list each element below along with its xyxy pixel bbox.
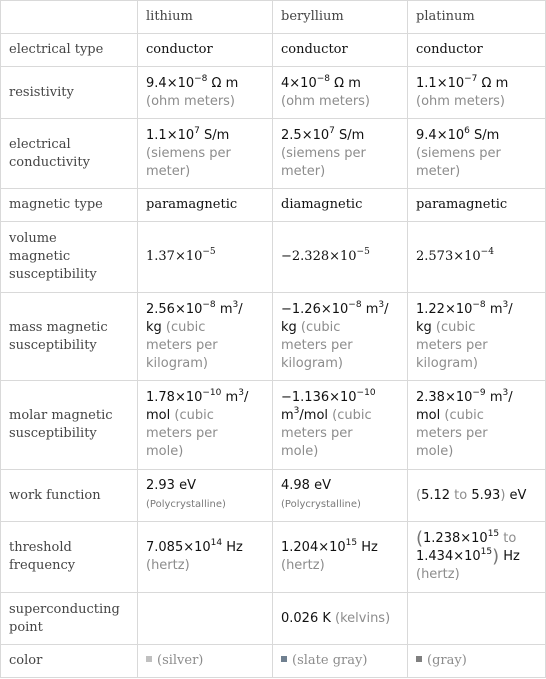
unit-name: (ohm meters) bbox=[416, 93, 506, 109]
value-cell: 0.026 K (kelvins) bbox=[273, 593, 408, 645]
value-cell: (slate gray) bbox=[273, 645, 408, 678]
row-superconducting-point bbox=[1, 593, 546, 645]
row-label: mass magnetic susceptibility bbox=[1, 293, 138, 381]
exponent: 7 bbox=[329, 125, 335, 136]
exponent: −7 bbox=[464, 73, 478, 84]
value-cell: $-1.136\times 10^{-10}$ $m^3$/mol (cubic meters per mole) bbox=[273, 381, 408, 470]
row-label: resistivity bbox=[1, 67, 138, 119]
row-electrical-conductivity bbox=[1, 119, 546, 189]
value-cell: $9.4\times 10^{-8}$ Ω m (ohm meters) bbox=[138, 67, 273, 119]
mantissa: 2.5 bbox=[281, 127, 302, 143]
row-electrical-type bbox=[1, 34, 546, 67]
value-cell: (5.12 to 5.93) eV bbox=[408, 470, 546, 522]
row-label: color bbox=[1, 645, 138, 678]
unit-name: (ohm meters) bbox=[281, 93, 371, 109]
row-label: volume magnetic susceptibility bbox=[1, 222, 138, 293]
column-header-lithium: lithium bbox=[138, 1, 273, 34]
value-cell: $-2.328\times 10^{-5}$ bbox=[273, 222, 408, 293]
unit-name: (siemens per bbox=[416, 145, 501, 161]
column-header-beryllium: beryllium bbox=[273, 1, 408, 34]
exponent: 6 bbox=[464, 125, 470, 136]
row-molar-magnetic-susceptibility bbox=[1, 381, 546, 470]
value-cell: $-1.26\times 10^{-8}$ $m^3/$ kg (cubic meters per kilogram) bbox=[273, 293, 408, 381]
value-cell: $7.085\times 10^{14}$ Hz (hertz) bbox=[138, 522, 273, 593]
row-label: molar magnetic susceptibility bbox=[1, 381, 138, 470]
unit: S/m bbox=[339, 127, 365, 143]
value-cell: conductor bbox=[138, 34, 273, 67]
row-color bbox=[1, 645, 546, 678]
unit: Ω m bbox=[481, 75, 509, 91]
value-cell: $2.573\times 10^{-4}$ bbox=[408, 222, 546, 293]
unit: S/m bbox=[474, 127, 500, 143]
row-label: magnetic type bbox=[1, 189, 138, 222]
exponent: −4 bbox=[480, 247, 494, 257]
row-mass-magnetic-susceptibility bbox=[1, 293, 546, 381]
row-volume-magnetic-susceptibility bbox=[1, 222, 546, 293]
value-cell: $1.1\times 10^7$ S/m (siemens per meter) bbox=[138, 119, 273, 189]
value-cell: $1.37\times 10^{-5}$ bbox=[138, 222, 273, 293]
row-label: electrical conductivity bbox=[1, 119, 138, 189]
exponent: −5 bbox=[356, 247, 370, 257]
row-magnetic-type bbox=[1, 189, 546, 222]
unit-name: (siemens per bbox=[146, 145, 231, 161]
unit: S/m bbox=[204, 127, 230, 143]
exponent: −8 bbox=[316, 73, 330, 84]
header-row bbox=[1, 1, 546, 34]
row-label: superconducting point bbox=[1, 593, 138, 645]
unit: Ω m bbox=[334, 75, 361, 91]
row-resistivity bbox=[1, 67, 546, 119]
row-work-function bbox=[1, 470, 546, 522]
value-cell: 2.93 eV (Polycrystalline) bbox=[138, 470, 273, 522]
unit: Ω m bbox=[211, 75, 239, 91]
value-cell: conductor bbox=[408, 34, 546, 67]
value-cell: $1.78\times 10^{-10}$ $m^3/$ mol (cubic meters per mole) bbox=[138, 381, 273, 470]
mantissa: 4 bbox=[281, 75, 290, 91]
color-swatch bbox=[416, 656, 422, 662]
mantissa: 9.4 bbox=[146, 75, 167, 91]
value-cell-empty bbox=[408, 593, 546, 645]
exponent: 7 bbox=[194, 125, 200, 136]
row-label: electrical type bbox=[1, 34, 138, 67]
value-cell: $2.56\times 10^{-8}$ $m^3/$ kg (cubic meters per kilogram) bbox=[138, 293, 273, 381]
value-cell: (silver) bbox=[138, 645, 273, 678]
value-cell: ($1.238\times 10^{15}$ to $1.434\times 10^{15}$) Hz (hertz) bbox=[408, 522, 546, 593]
mantissa: 2.573 bbox=[416, 249, 454, 264]
value-cell: diamagnetic bbox=[273, 189, 408, 222]
header-corner bbox=[1, 1, 138, 34]
value-cell: $2.38\times 10^{-9}$ $m^3/$ mol (cubic meters per mole) bbox=[408, 381, 546, 470]
unit-name: meter) bbox=[146, 163, 191, 179]
color-swatch bbox=[146, 656, 152, 662]
mantissa: −2.328 bbox=[281, 249, 330, 264]
row-label: work function bbox=[1, 470, 138, 522]
value-cell: $2.5\times 10^7$ S/m (siemens per meter) bbox=[273, 119, 408, 189]
mantissa: 1.37 bbox=[146, 249, 175, 264]
unit-name: (siemens per bbox=[281, 145, 366, 161]
value-cell: conductor bbox=[273, 34, 408, 67]
row-threshold-frequency bbox=[1, 522, 546, 593]
value-cell: $4\times 10^{-8}$ Ω m (ohm meters) bbox=[273, 67, 408, 119]
row-label: threshold frequency bbox=[1, 522, 138, 593]
mantissa: 1.1 bbox=[146, 127, 167, 143]
unit-name: meter) bbox=[281, 163, 326, 179]
unit-name: (ohm meters) bbox=[146, 93, 236, 109]
color-swatch bbox=[281, 656, 287, 662]
value-cell-empty bbox=[138, 593, 273, 645]
value-cell: 4.98 eV (Polycrystalline) bbox=[273, 470, 408, 522]
exponent: −8 bbox=[194, 73, 208, 84]
mantissa: 1.1 bbox=[416, 75, 437, 91]
value-cell: (gray) bbox=[408, 645, 546, 678]
exponent: −5 bbox=[202, 247, 216, 257]
value-cell: $1.204\times 10^{15}$ Hz (hertz) bbox=[273, 522, 408, 593]
value-cell: paramagnetic bbox=[408, 189, 546, 222]
column-header-platinum: platinum bbox=[408, 1, 546, 34]
unit-name: meter) bbox=[416, 163, 461, 179]
value-cell: $9.4\times 10^6$ S/m (siemens per meter) bbox=[408, 119, 546, 189]
mantissa: 9.4 bbox=[416, 127, 437, 143]
value-cell: $1.1\times 10^{-7}$ Ω m (ohm meters) bbox=[408, 67, 546, 119]
value-cell: $1.22\times 10^{-8}$ $m^3/$ kg (cubic meters per kilogram) bbox=[408, 293, 546, 381]
value-cell: paramagnetic bbox=[138, 189, 273, 222]
